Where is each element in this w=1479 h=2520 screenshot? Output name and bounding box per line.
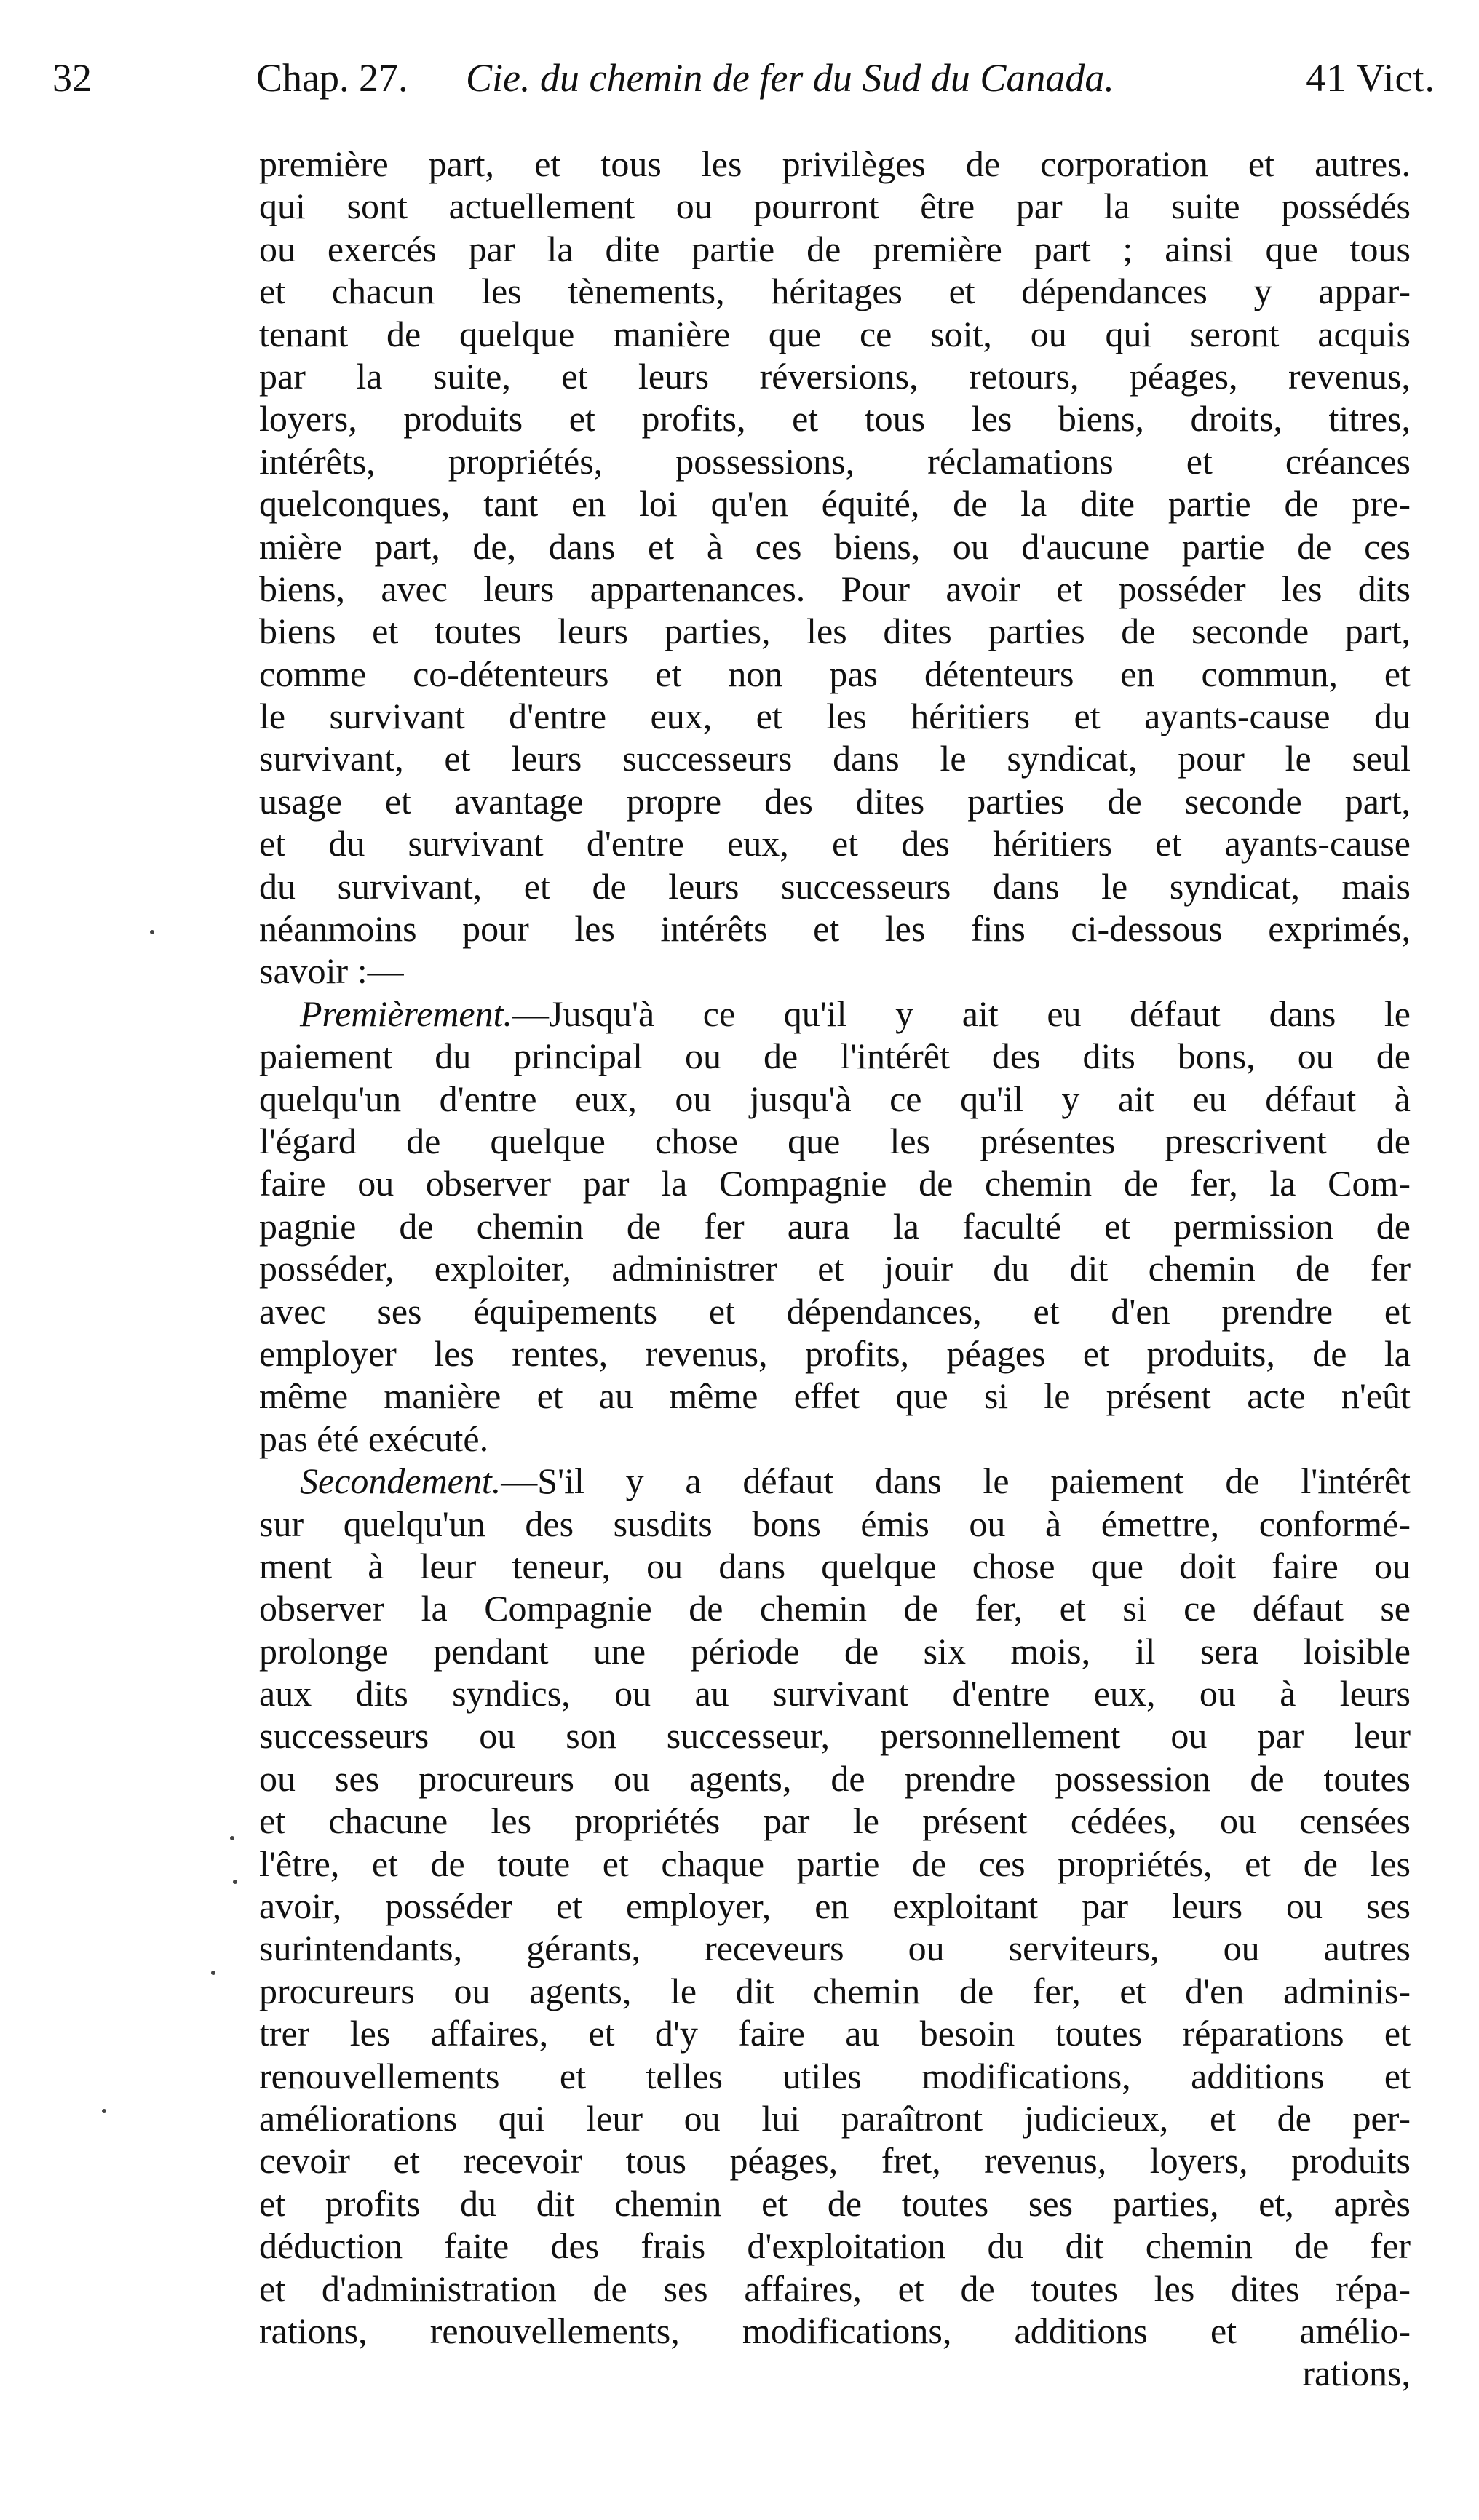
- margin-dot: [233, 1880, 237, 1884]
- line-text: biens et toutes leurs parties, les dites parties de seconde part,: [259, 611, 1411, 652]
- text-line: [259, 2139, 1411, 2182]
- line-text: usage et avantage propre des dites parties de seconde part,: [259, 780, 1411, 822]
- line-text: par la suite, et leurs réversions, retours, péages, revenus,: [259, 355, 1411, 397]
- line-text: sur quelqu'un des susdits bons émis ou à émettre, conformé-: [259, 1503, 1411, 1544]
- line-text: rations, renouvellements, modifications, additions et amélio-: [259, 2310, 1411, 2351]
- line-text: ou exercés par la dite partie de première part ; ainsi que tous: [259, 228, 1411, 269]
- line-text: l'être, et de toute et chaque partie de ces propriétés, et de les: [259, 1843, 1411, 1884]
- line-text: trer les affaires, et d'y faire au besoin toutes réparations et: [259, 2013, 1411, 2054]
- text-line: [259, 822, 1411, 864]
- line-text: et chacun les tènements, héritages et dépendances y appar-: [259, 271, 1411, 312]
- margin-dot: [150, 930, 154, 934]
- page-number: 32: [52, 56, 92, 100]
- text-line: [259, 1375, 1411, 1417]
- text-line: [259, 1332, 1411, 1375]
- text-line: [259, 1120, 1411, 1162]
- text-line: [259, 1460, 1411, 1502]
- text-line: [259, 2055, 1411, 2097]
- text-line: [259, 610, 1411, 652]
- line-text: survivant, et leurs successeurs dans le syndicat, pour le seul: [259, 738, 1411, 779]
- line-text: successeurs ou son successeur, personnellement ou par leur: [259, 1715, 1411, 1757]
- line-text: quelqu'un d'entre eux, ou jusqu'à ce qu'il y ait eu défaut à: [259, 1078, 1411, 1119]
- text-line: [259, 1672, 1411, 1714]
- line-text: avec ses équipements et dépendances, et d'en prendre et: [259, 1290, 1411, 1332]
- text-line: [259, 1714, 1411, 1757]
- line-text: tenant de quelque manière que ce soit, ou qui seront acquis: [259, 313, 1411, 354]
- line-text: l'égard de quelque chose que les présentes prescrivent de: [259, 1120, 1411, 1161]
- text-line: [259, 185, 1411, 227]
- line-text: et profits du dit chemin et de toutes ses parties, et, après: [259, 2182, 1411, 2224]
- text-line: [259, 993, 1411, 1035]
- line-text: du survivant, et de leurs successeurs dans le syndicat, mais: [259, 865, 1411, 907]
- chapter-label: Chap. 27.: [256, 56, 408, 100]
- text-line: [259, 1843, 1411, 1885]
- text-line: [259, 313, 1411, 355]
- section-heading: Secondement.: [300, 1460, 501, 1502]
- text-line: [259, 1927, 1411, 1969]
- line-text: avoir, posséder et employer, en exploitant par leurs ou ses: [259, 1885, 1411, 1927]
- text-line: [259, 2267, 1411, 2310]
- line-text: mière part, de, dans et à ces biens, ou d'aucune partie de ces: [259, 525, 1411, 567]
- line-text: améliorations qui leur ou lui paraîtront judicieux, et de per-: [259, 2097, 1411, 2139]
- line-text: première part, et tous les privilèges de corporation et autres.: [259, 143, 1411, 184]
- text-line: [259, 695, 1411, 737]
- text-line: [259, 1800, 1411, 1842]
- text-line: [259, 950, 1411, 992]
- line-text: et du survivant d'entre eux, et des héritiers et ayants-cause: [259, 823, 1411, 864]
- line-text: posséder, exploiter, administrer et jouir du dit chemin de fer: [259, 1248, 1411, 1289]
- text-line: [259, 270, 1411, 312]
- body-text: [259, 143, 1411, 2395]
- line-text: comme co-détenteurs et non pas détenteurs en commun, et: [259, 653, 1411, 694]
- running-header: [52, 45, 1435, 111]
- text-line: [259, 653, 1411, 695]
- text-line: [259, 2310, 1411, 2352]
- text-line: [259, 1885, 1411, 1927]
- text-line: [259, 2225, 1411, 2267]
- text-line: [259, 1078, 1411, 1120]
- line-text: ment à leur teneur, ou dans quelque chose que doit faire ou: [259, 1545, 1411, 1586]
- text-line: [259, 865, 1411, 907]
- catchword: rations,: [1302, 2353, 1411, 2394]
- section-heading: Premièrement.: [300, 993, 513, 1034]
- text-line: [259, 355, 1411, 397]
- margin-dot: [211, 1971, 215, 1975]
- text-line: [259, 143, 1411, 185]
- text-line: [259, 1757, 1411, 1800]
- line-text: qui sont actuellement ou pourront être par la suite possédés: [259, 186, 1411, 227]
- text-line: [259, 525, 1411, 568]
- text-line: [259, 2012, 1411, 2054]
- text-line: [259, 1035, 1411, 1077]
- text-line: [259, 1205, 1411, 1247]
- line-text: intérêts, propriétés, possessions, réclamations et créances: [259, 440, 1411, 482]
- line-text: procureurs ou agents, le dit chemin de fer, et d'en adminis-: [259, 1970, 1411, 2011]
- line-text: aux dits syndics, ou au survivant d'entre eux, ou à leurs: [259, 1673, 1411, 1714]
- text-line: [259, 1503, 1411, 1545]
- regnal-year: 41 Vict.: [1306, 56, 1435, 100]
- text-line: [259, 2097, 1411, 2139]
- line-text: —S'il y a défaut dans le paiement de l'intérêt: [501, 1460, 1411, 1502]
- line-text: prolonge pendant une période de six mois, il sera loisible: [259, 1630, 1411, 1672]
- text-line: [259, 397, 1411, 440]
- line-text: néanmoins pour les intérêts et les fins ci-dessous exprimés,: [259, 908, 1411, 950]
- line-text: renouvellements et telles utiles modifications, additions et: [259, 2055, 1411, 2096]
- line-text: pagnie de chemin de fer aura la faculté et permission de: [259, 1205, 1411, 1247]
- line-text: ou ses procureurs ou agents, de prendre possession de toutes: [259, 1757, 1411, 1799]
- text-line: [259, 1545, 1411, 1587]
- text-line: [259, 440, 1411, 482]
- margin-dot: [230, 1836, 234, 1840]
- text-line: [259, 1247, 1411, 1289]
- text-line: [259, 1290, 1411, 1332]
- line-text: cevoir et recevoir tous péages, fret, revenus, loyers, produits: [259, 2140, 1411, 2182]
- line-text: et d'administration de ses affaires, et de toutes les dites répa-: [259, 2267, 1411, 2309]
- line-text: paiement du principal ou de l'intérêt des dits bons, ou de: [259, 1036, 1411, 1077]
- text-line: [259, 1162, 1411, 1204]
- line-text: déduction faite des frais d'exploitation du dit chemin de fer: [259, 2225, 1411, 2267]
- line-text: le survivant d'entre eux, et les héritiers et ayants-cause du: [259, 696, 1411, 737]
- text-line: [259, 482, 1411, 525]
- line-text: pas été exécuté.: [259, 1418, 489, 1459]
- line-text: surintendants, gérants, receveurs ou serviteurs, ou autres: [259, 1928, 1411, 1969]
- running-title: Cie. du chemin de fer du Sud du Canada.: [466, 56, 1114, 100]
- text-line: [259, 2182, 1411, 2225]
- text-line: [259, 737, 1411, 779]
- text-line: [259, 780, 1411, 822]
- text-line: [259, 568, 1411, 610]
- margin-dot: [102, 2109, 106, 2113]
- line-text: loyers, produits et profits, et tous les biens, droits, titres,: [259, 398, 1411, 440]
- text-line: [259, 1587, 1411, 1629]
- text-line: [259, 1630, 1411, 1672]
- line-text: et chacune les propriétés par le présent cédées, ou censées: [259, 1800, 1411, 1842]
- line-text: employer les rentes, revenus, profits, péages et produits, de la: [259, 1332, 1411, 1374]
- text-line: [259, 1970, 1411, 2012]
- text-line: [259, 907, 1411, 950]
- line-text: savoir :—: [259, 950, 404, 992]
- text-line: [259, 1418, 1411, 1460]
- line-text: biens, avec leurs appartenances. Pour avoir et posséder les dits: [259, 568, 1411, 609]
- text-line: [259, 228, 1411, 270]
- line-text: —Jusqu'à ce qu'il y ait eu défaut dans le: [512, 993, 1411, 1034]
- line-text: même manière et au même effet que si le présent acte n'eût: [259, 1375, 1411, 1417]
- line-text: faire ou observer par la Compagnie de chemin de fer, la Com-: [259, 1163, 1411, 1204]
- line-text: quelconques, tant en loi qu'en équité, de la dite partie de pre-: [259, 483, 1411, 525]
- line-text: observer la Compagnie de chemin de fer, et si ce défaut se: [259, 1588, 1411, 1629]
